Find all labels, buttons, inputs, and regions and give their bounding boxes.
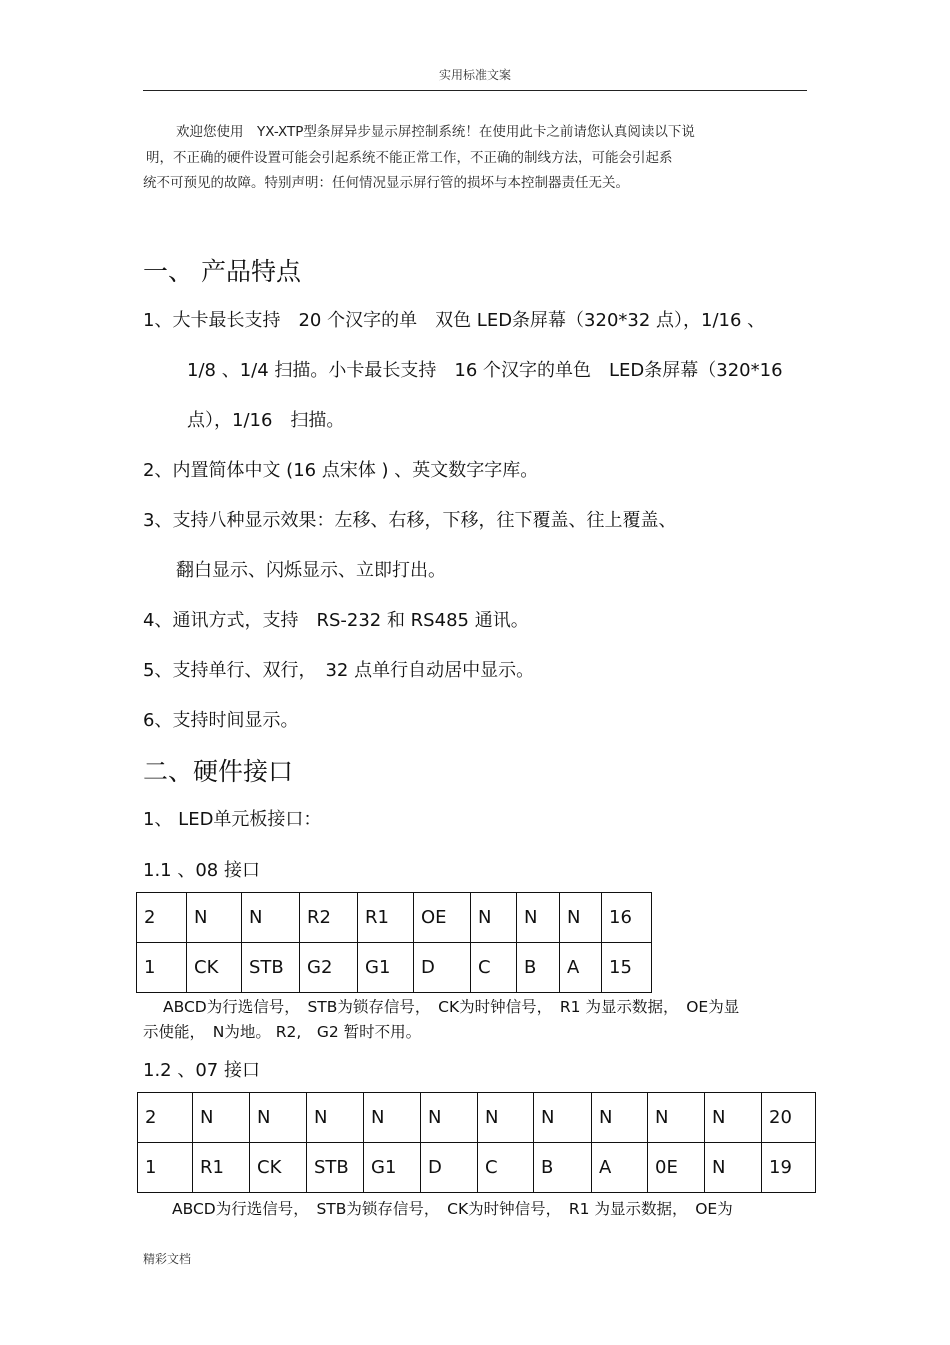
subheading-07-interface: 1.2 、07 接口 — [143, 1060, 260, 1081]
pin-cell: N — [187, 893, 242, 943]
pin-cell: N — [705, 1093, 762, 1143]
pin-row-bottom — [137, 943, 652, 993]
pin-cell: 20 — [762, 1093, 816, 1143]
pin-cell: N — [705, 1143, 762, 1193]
note-08-line-2: 示使能， N为地。 R2, G2 暂时不用。 — [143, 1023, 422, 1041]
pin-cell: R2 — [300, 893, 358, 943]
pin-cell: N — [364, 1093, 421, 1143]
pin-cell: N — [592, 1093, 648, 1143]
feature-4: 4、通讯方式，支持 RS-232 和 RS485 通讯。 — [143, 610, 529, 631]
page-header-title: 实用标准文案 — [438, 68, 511, 82]
header-divider — [143, 90, 807, 91]
pin-cell: 15 — [602, 943, 652, 993]
pin-cell: CK — [187, 943, 242, 993]
pin-cell: D — [421, 1143, 478, 1193]
subheading-led-interface: 1、 LED单元板接口： — [143, 809, 322, 830]
feature-2: 2、内置简体中文 (16 点宋体 ) 、英文数字字库。 — [143, 460, 539, 481]
note-08-line-1: ABCD为行选信号， STB为锁存信号， CK为时钟信号， R1 为显示数据， OE为显 — [163, 998, 740, 1016]
pin-cell: N — [250, 1093, 307, 1143]
pin-cell: A — [560, 943, 602, 993]
intro-line-1: 欢迎您使用 YX-XTP型条屏异步显示屏控制系统！在使用此卡之前请您认真阅读以下说 — [176, 124, 695, 140]
pin-cell: G2 — [300, 943, 358, 993]
pin-cell: B — [534, 1143, 592, 1193]
pin-cell: N — [421, 1093, 478, 1143]
feature-5: 5、支持单行、双行， 32 点单行自动居中显示。 — [143, 660, 535, 681]
pin-cell: N — [193, 1093, 250, 1143]
pin-cell: N — [307, 1093, 364, 1143]
pin-cell: 0E — [648, 1143, 705, 1193]
pin-cell: N — [478, 1093, 534, 1143]
pin-cell: 1 — [138, 1143, 193, 1193]
pin-cell: A — [592, 1143, 648, 1193]
pin-cell: 19 — [762, 1143, 816, 1193]
pin-table-08 — [136, 892, 652, 993]
pin-cell: CK — [250, 1143, 307, 1193]
pin-cell: OE — [414, 893, 471, 943]
pin-cell: STB — [307, 1143, 364, 1193]
pin-cell: C — [478, 1143, 534, 1193]
pin-cell: C — [471, 943, 517, 993]
feature-1-line-1: 1、大卡最长支持 20 个汉字的单 双色 LED条屏幕（320*32 点），1/16 、 — [143, 310, 766, 331]
pin-row-top — [138, 1093, 816, 1143]
pin-row-top — [137, 893, 652, 943]
subheading-08-interface: 1.1 、08 接口 — [143, 860, 260, 881]
feature-3-line-1: 3、支持八种显示效果：左移、右移，下移，往下覆盖、往上覆盖、 — [143, 510, 677, 531]
pin-row-bottom — [138, 1143, 816, 1193]
page-footer-label: 精彩文档 — [143, 1252, 192, 1266]
pin-cell: 16 — [602, 893, 652, 943]
pin-cell: G1 — [358, 943, 414, 993]
pin-table-07 — [137, 1092, 816, 1193]
pin-cell: R1 — [358, 893, 414, 943]
pin-cell: N — [560, 893, 602, 943]
feature-1-line-3: 点），1/16 扫描。 — [187, 410, 345, 431]
pin-cell: R1 — [193, 1143, 250, 1193]
pin-cell: N — [517, 893, 560, 943]
section-title-features: 一、 产品特点 — [143, 257, 301, 286]
pin-cell: N — [471, 893, 517, 943]
section-title-hardware: 二、硬件接口 — [143, 757, 294, 786]
pin-cell: N — [534, 1093, 592, 1143]
pin-cell: D — [414, 943, 471, 993]
pin-cell: 2 — [137, 893, 187, 943]
pin-cell: STB — [242, 943, 300, 993]
note-07-line-1: ABCD为行选信号， STB为锁存信号， CK为时钟信号， R1 为显示数据， OE为 — [172, 1200, 733, 1218]
pin-cell: G1 — [364, 1143, 421, 1193]
intro-line-3: 统不可预见的故障。特别声明：任何情况显示屏行管的损坏与本控制器责任无关。 — [143, 175, 629, 191]
feature-3-line-2: 翻白显示、闪烁显示、立即打出。 — [176, 560, 446, 581]
pin-cell: N — [242, 893, 300, 943]
pin-cell: 1 — [137, 943, 187, 993]
intro-line-2: 明，不正确的硬件设置可能会引起系统不能正常工作，不正确的制线方法，可能会引起系 — [146, 150, 673, 166]
pin-cell: 2 — [138, 1093, 193, 1143]
pin-cell: N — [648, 1093, 705, 1143]
pin-cell: B — [517, 943, 560, 993]
feature-1-line-2: 1/8 、1/4 扫描。小卡最长支持 16 个汉字的单色 LED条屏幕（320*16 — [187, 360, 783, 381]
feature-6: 6、支持时间显示。 — [143, 710, 299, 731]
